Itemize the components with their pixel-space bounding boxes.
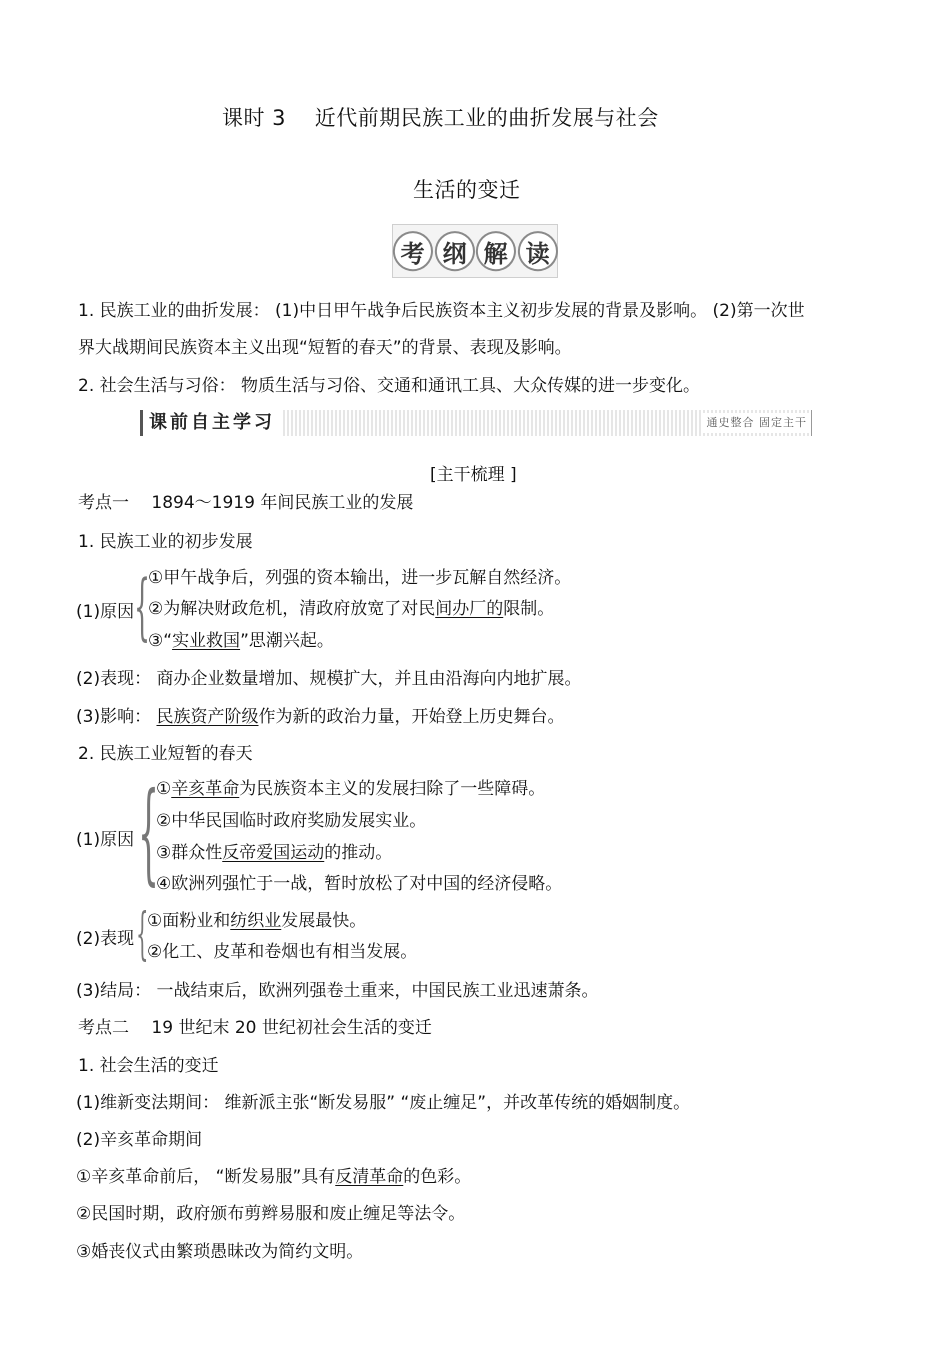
- k1-s2-reason-label: (1)原因: [76, 830, 135, 850]
- k1-title: 考点一 1894～1919 年间民族工业的发展: [78, 493, 414, 513]
- lesson-title-line2: 生活的变迁: [413, 178, 521, 202]
- k1-s1-impact: (3)影响： 民族资产阶级作为新的政治力量，开始登上历史舞台。: [76, 707, 565, 727]
- k2-s1-xinhai-1: ①辛亥革命前后， “断发易服”具有反清革命的色彩。: [76, 1167, 472, 1187]
- k1-s2-reason-1: ①辛亥革命为民族资本主义的发展扫除了一些障碍。: [156, 779, 546, 799]
- k1-s2-reason-3: ③群众性反帝爱国运动的推动。: [156, 843, 393, 863]
- badge-char: 读: [509, 223, 565, 279]
- k1-s1-title: 1. 民族工业的初步发展: [78, 532, 253, 552]
- k2-s1-xinhai-3: ③婚丧仪式由繁琐愚昧改为简约文明。: [76, 1242, 364, 1262]
- k1-s2-performance-2: ②化工、皮革和卷烟也有相当发展。: [147, 942, 418, 962]
- k1-s1-reason-1: ①甲午战争后，列强的资本输出，进一步瓦解自然经济。: [148, 568, 572, 588]
- banner-right-label: 通史整合 固定主干: [703, 413, 812, 433]
- k2-s1-xinhai-2: ②民国时期，政府颁布剪辫易服和废止缠足等法令。: [76, 1204, 466, 1224]
- k1-s2-title: 2. 民族工业短暂的春天: [78, 744, 253, 764]
- brace-icon: {: [134, 564, 151, 648]
- outline-item-1-cont: 界大战期间民族资本主义出现“短暂的春天”的背景、表现及影响。: [78, 338, 572, 358]
- k1-s1-reason-label: (1)原因: [76, 602, 135, 622]
- badge-char: 解: [468, 223, 524, 279]
- brace-icon: {: [136, 902, 149, 967]
- lesson-title-line1: 课时 3 近代前期民族工业的曲折发展与社会: [222, 106, 659, 130]
- k2-s1-title: 1. 社会生活的变迁: [78, 1056, 219, 1076]
- k2-s1-xinhai: (2)辛亥革命期间: [76, 1130, 203, 1150]
- badge-char: 考: [385, 223, 441, 279]
- syllabus-badge: [392, 224, 558, 278]
- k1-s2-reason-4: ④欧洲列强忙于一战，暂时放松了对中国的经济侵略。: [156, 874, 563, 894]
- k1-s2-performance-1: ①面粉业和纺织业发展最快。: [147, 911, 367, 931]
- brace-icon: {: [138, 768, 159, 896]
- badge-char: 纲: [426, 223, 482, 279]
- k1-s2-result: (3)结局： 一战结束后，欧洲列强卷土重来，中国民族工业迅速萧条。: [76, 981, 599, 1001]
- section-banner: [140, 410, 812, 436]
- outline-item-1: 1. 民族工业的曲折发展： (1)中日甲午战争后民族资本主义初步发展的背景及影响。 (2)第一次世: [78, 301, 805, 321]
- k1-s1-performance: (2)表现： 商办企业数量增加、规模扩大，并且由沿海向内地扩展。: [76, 669, 582, 689]
- k2-s1-reform: (1)维新变法期间： 维新派主张“断发易服” “废止缠足”，并改革传统的婚姻制度。: [76, 1093, 691, 1113]
- k1-s2-performance-label: (2)表现: [76, 929, 135, 949]
- k2-title: 考点二 19 世纪末 20 世纪初社会生活的变迁: [78, 1018, 432, 1038]
- banner-left-label: 课前自主学习: [143, 410, 281, 436]
- k1-s1-reason-2: ②为解决财政危机，清政府放宽了对民间办厂的限制。: [148, 599, 555, 619]
- outline-item-2: 2. 社会生活与习俗： 物质生活与习俗、交通和通讯工具、大众传媒的进一步变化。: [78, 376, 701, 396]
- section-heading: [主干梳理 ]: [430, 465, 517, 485]
- k1-s1-reason-3: ③“实业救国”思潮兴起。: [148, 631, 334, 651]
- k1-s2-reason-2: ②中华民国临时政府奖励发展实业。: [156, 811, 427, 831]
